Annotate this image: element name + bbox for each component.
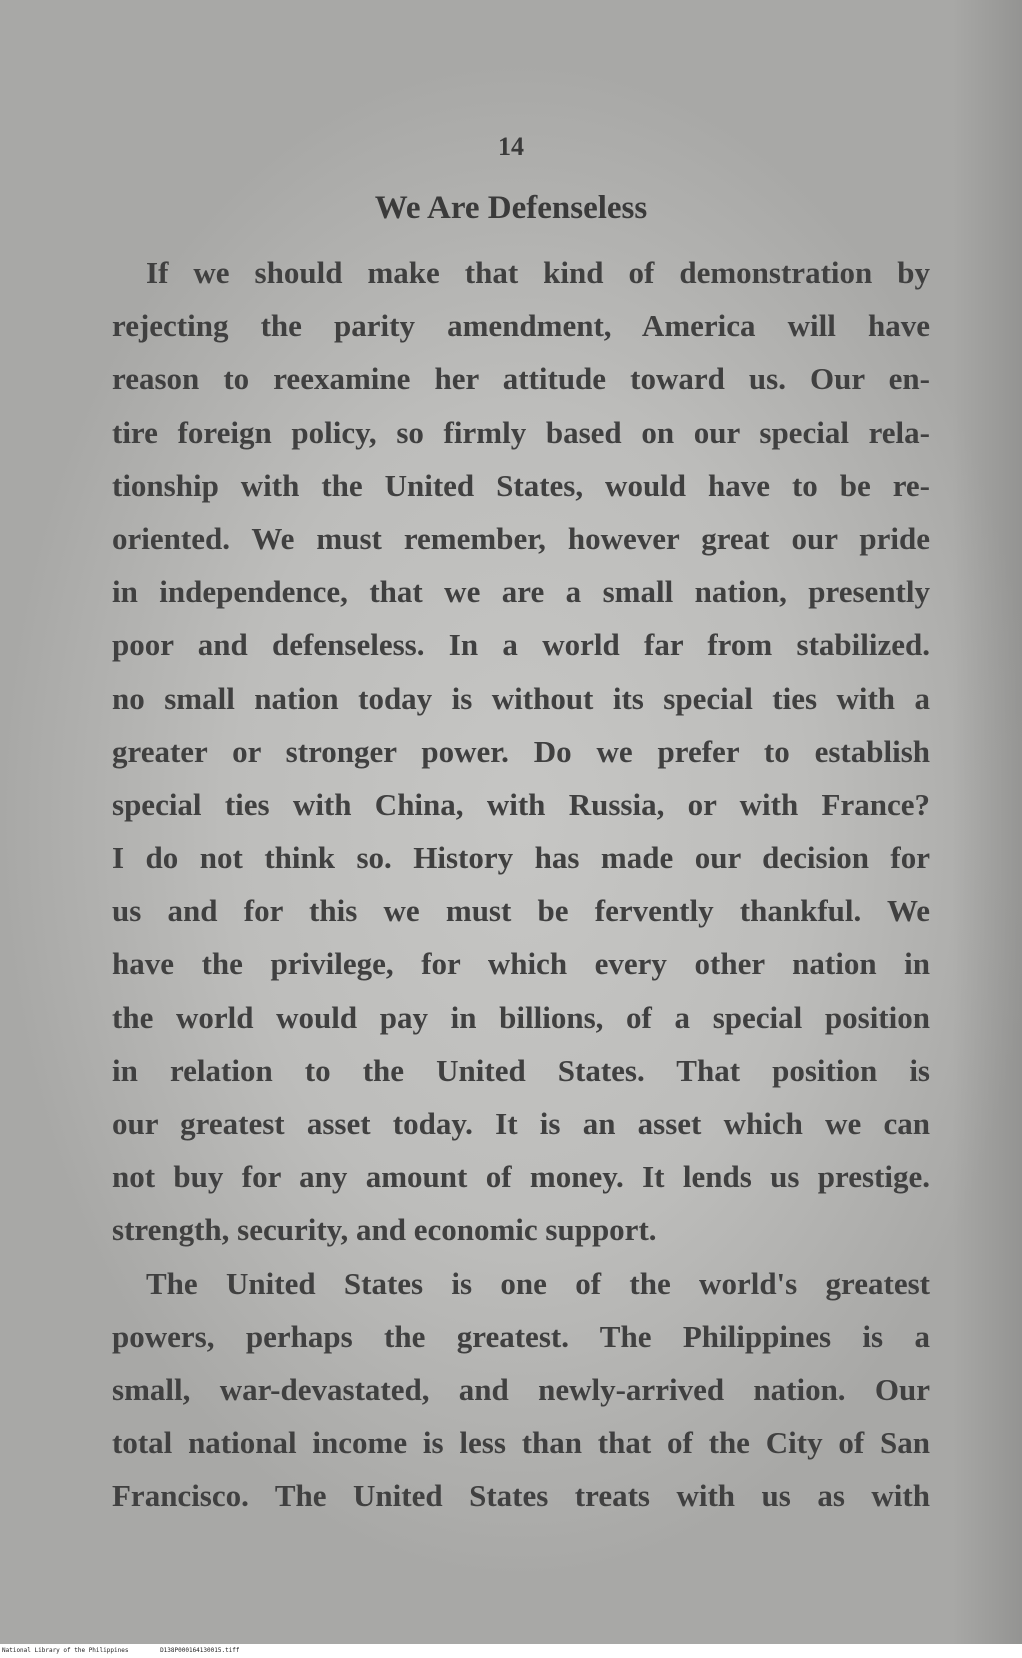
page-title: We Are Defenseless [374, 190, 648, 226]
text-line: The United States is one of the world's greatest [146, 1265, 930, 1301]
text-line: rejecting the parity amendment, America will have [112, 308, 930, 344]
text-line: us and for this we must be fervently thankful. We [112, 893, 930, 929]
text-line: in relation to the United States. That position is [112, 1052, 930, 1088]
text-line: small, war-devastated, and newly-arrived nation. Our [112, 1371, 930, 1407]
text-line: tire foreign policy, so firmly based on our special rela- [112, 414, 930, 450]
library-credit: National Library of the Philippines [2, 1647, 129, 1654]
text-line: reason to reexamine her attitude toward us. Our en- [112, 361, 930, 397]
text-line: tionship with the United States, would have to be re- [112, 467, 930, 503]
text-line: greater or stronger power. Do we prefer to establish [112, 733, 930, 769]
text-line: strength, security, and economic support. [112, 1212, 657, 1248]
page-edge-shadow [952, 0, 1022, 1644]
page-number: 14 [498, 132, 524, 161]
text-line: in independence, that we are a small nation, presently [112, 574, 930, 610]
text-line: total national income is less than that of the City of San [112, 1425, 930, 1461]
text-line: not buy for any amount of money. It lends us prestige. [112, 1159, 930, 1195]
text-line: our greatest asset today. It is an asset which we can [112, 1106, 930, 1141]
paragraph-1 [112, 246, 930, 1257]
body-text [112, 246, 930, 1523]
text-line: If we should make that kind of demonstration by [146, 255, 930, 290]
text-line: oriented. We must remember, however great our pride [112, 520, 930, 556]
text-line: poor and defenseless. In a world far from stabilized. [112, 627, 930, 663]
text-line: Francisco. The United States treats with us as with [112, 1478, 930, 1514]
text-line: no small nation today is without its special ties with a [112, 680, 930, 716]
text-line: the world would pay in billions, of a special position [112, 999, 930, 1035]
text-line: have the privilege, for which every other nation in [112, 946, 930, 982]
text-line: special ties with China, with Russia, or with France? [112, 786, 930, 822]
scan-footer [0, 1644, 1022, 1658]
text-line: powers, perhaps the greatest. The Philippines is a [112, 1318, 930, 1354]
file-name: D138P000164130015.tiff [160, 1647, 240, 1654]
text-line: I do not think so. History has made our decision for [112, 840, 930, 876]
paragraph-2 [112, 1257, 930, 1523]
